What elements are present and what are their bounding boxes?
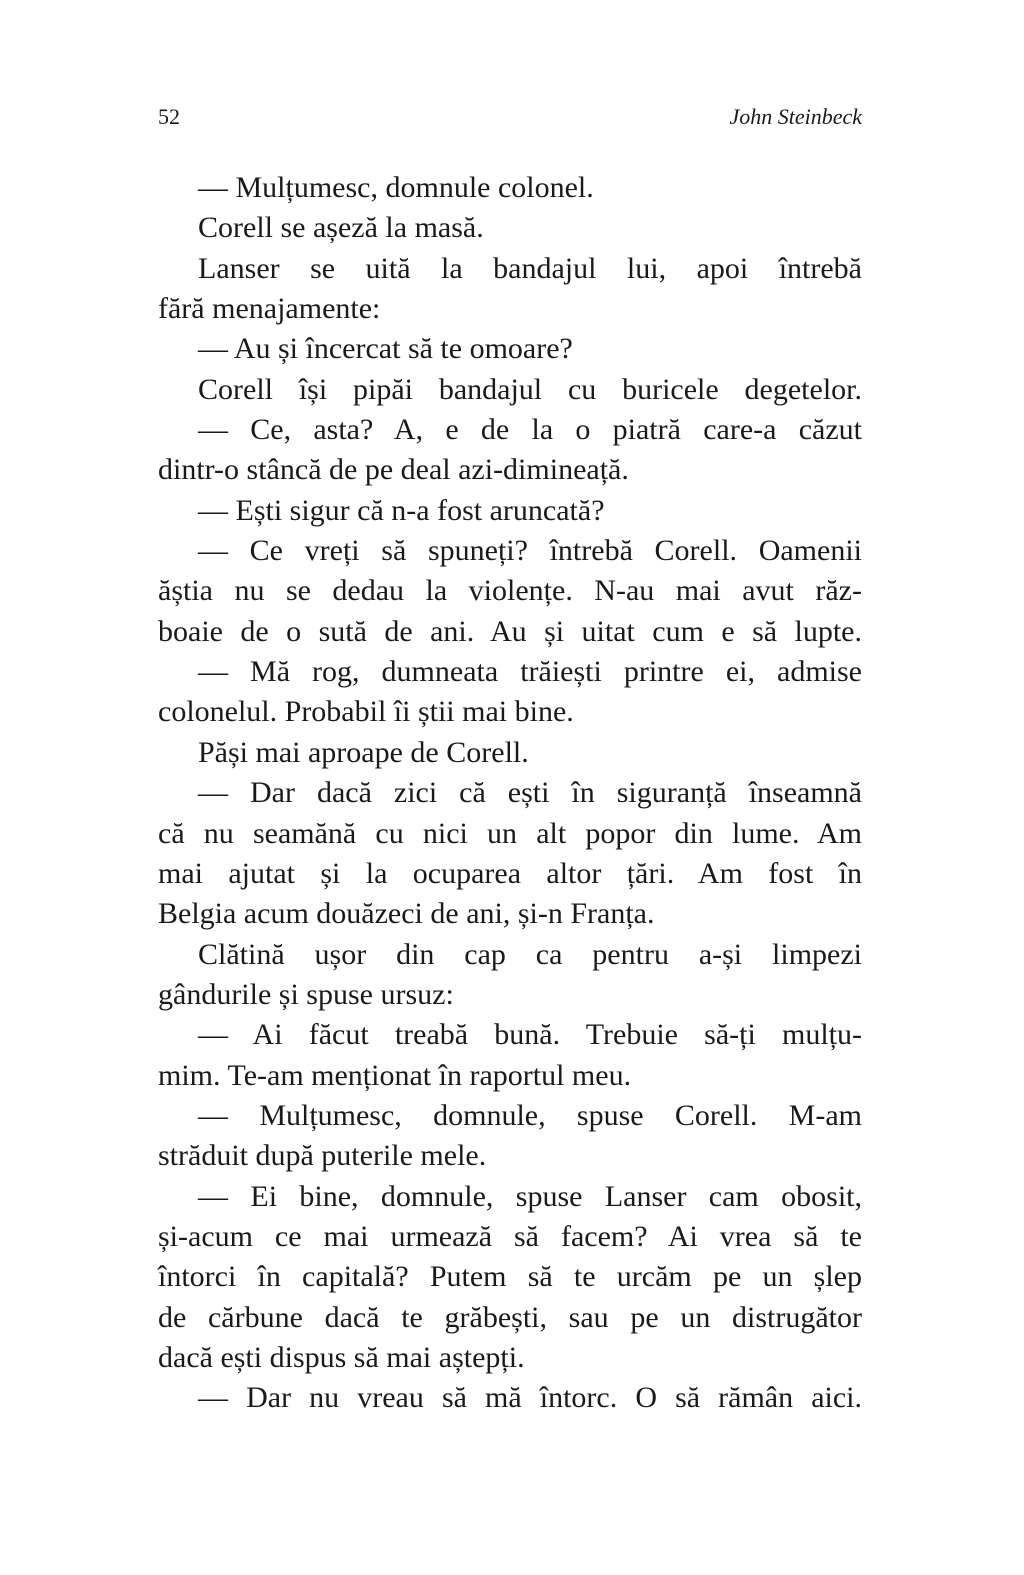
text-line: — Ce, asta? A, e de la o piatră care-a căzut [198,413,862,447]
text-line: — Ești sigur că n-a fost aruncată? [198,493,605,527]
text-line: dacă ești dispus să mai aștepți. [158,1340,525,1374]
text-line: gândurile și spuse ursuz: [158,977,454,1011]
text-line: — Ce vreți să spuneți? întrebă Corell. Oamenii [198,534,862,568]
text-line: Clătină ușor din cap ca pentru a-și limpezi [198,937,862,971]
text-line: și-acum ce mai urmează să facem? Ai vrea să te [158,1219,862,1253]
text-line: dintr-o stâncă de pe deal azi-dimineață. [158,453,629,487]
text-line: străduit după puterile mele. [158,1139,487,1173]
text-line: — Au și încercat să te omoare? [198,332,573,366]
text-line: Corell își pipăi bandajul cu buricele degetelor. [198,372,862,406]
text-line: — Mă rog, dumneata trăiești printre ei, admise [198,655,862,689]
text-line: de cărbune dacă te grăbești, sau pe un distrugător [158,1300,862,1334]
text-line: că nu seamănă cu nici un alt popor din lume. Am [158,816,862,850]
running-title: John Steinbeck [729,104,862,129]
text-line: boaie de o sută de ani. Au și uitat cum e să lupte. [158,614,862,648]
text-line: Păși mai aproape de Corell. [198,735,529,769]
text-line: ăștia nu se dedau la violențe. N-au mai avut răz- [158,574,862,608]
text-line: mim. Te-am menționat în raportul meu. [158,1058,632,1092]
page-body [158,168,862,1419]
text-line: Belgia acum douăzeci de ani, și-n Franța. [158,897,655,931]
text-line: Lanser se uită la bandajul lui, apoi întrebă [198,251,862,285]
text-line: colonelul. Probabil îi știi mai bine. [158,695,574,729]
text-line: Corell se așeză la masă. [198,211,484,245]
text-line: — Dar dacă zici că ești în siguranță înseamnă [198,776,862,810]
text-line: fără menajamente: [158,292,381,326]
text-line: — Mulțumesc, domnule, spuse Corell. M-am [198,1098,862,1132]
text-line: mai ajutat și la ocuparea altor țări. Am fost în [158,856,862,890]
page-number: 52 [158,104,180,129]
text-line: întorci în capitală? Putem să te urcăm pe un șlep [158,1260,862,1294]
text-line: — Mulțumesc, domnule colonel. [198,171,594,204]
text-line: — Dar nu vreau să mă întorc. O să rămân aici. [198,1381,862,1415]
text-line: — Ei bine, domnule, spuse Lanser cam obosit, [198,1179,862,1213]
text-line: — Ai făcut treabă bună. Trebuie să-ți mulțu- [198,1018,862,1052]
